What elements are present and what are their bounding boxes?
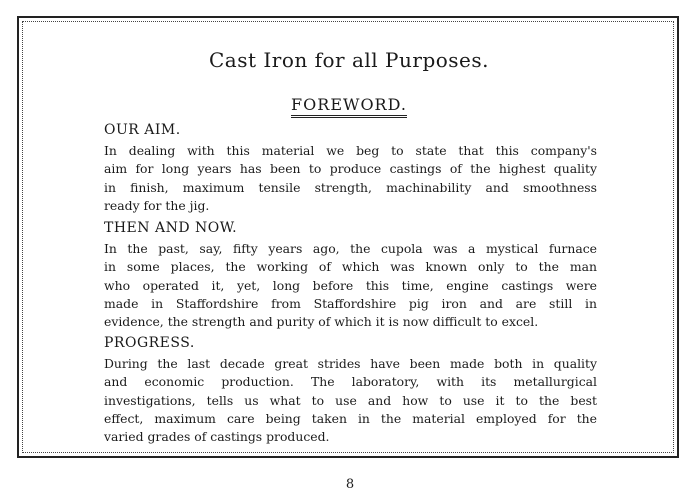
text-line: varied grades of castings produced. [104,429,330,445]
text-line: ready for the jig. [104,197,210,213]
text-line: in finish, maximum tensile strength, machinability and smoothness [104,179,597,195]
text-line: aim for long years has been to produce castings of the highest quality [104,161,597,177]
text-line: In dealing with this material we beg to state that this company's [104,143,597,158]
section-body-then-and-now [104,240,597,331]
text-line: During the last decade great strides have been made both in quality [104,356,597,371]
section-heading-then-and-now: THEN AND NOW. [104,220,238,236]
text-line: effect, maximum care being taken in the material employed for the [104,410,597,426]
text-line: In the past, say, fifty years ago, the cupola was a mystical furnace [104,241,597,256]
text-line: who operated it, yet, long before this time, engine castings were [104,277,597,293]
foreword-heading: FOREWORD. [291,95,407,118]
page-number: 8 [345,477,355,492]
text-line: investigations, tells us what to use and how to use it to the best [104,392,597,408]
section-body-our-aim [104,142,597,215]
section-heading-progress: PROGRESS. [104,335,195,351]
section-body-progress [104,355,597,446]
text-line: and economic production. The laboratory, with its metallurgical [104,374,597,390]
text-line: evidence, the strength and purity of which it is now difficult to excel. [104,314,539,330]
text-line: made in Staffordshire from Staffordshire pig iron and are still in [104,295,597,311]
subtitle-wrap [102,95,596,118]
text-line: in some places, the working of which was known only to the man [104,259,597,275]
page-title: Cast Iron for all Purposes. [208,48,490,72]
section-heading-our-aim: OUR AIM. [104,122,181,138]
